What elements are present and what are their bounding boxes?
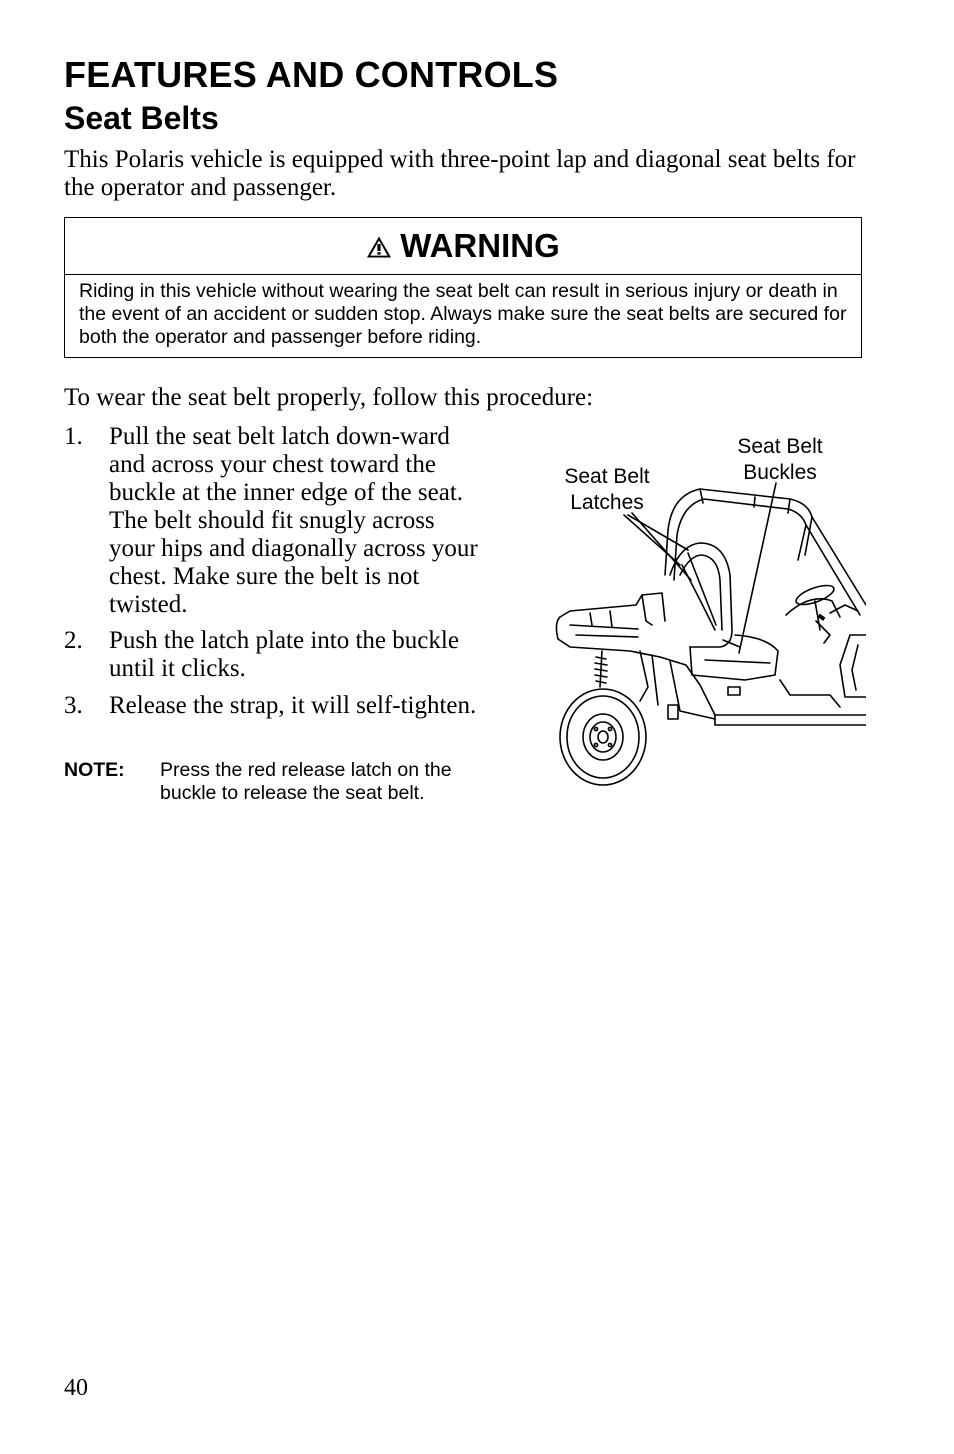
- note: [64, 759, 484, 805]
- warning-label: WARNING: [400, 227, 560, 264]
- note-text: Press the red release latch on the buckle to release the seat belt.: [160, 759, 452, 804]
- section-title: FEATURES AND CONTROLS: [64, 54, 559, 95]
- warning-text: Riding in this vehicle without wearing the seat belt can result in serious injury or death in the event of an accident or sudden stop. Always make sure the seat belts are secured for both the operator and passenger before riding.: [79, 280, 847, 348]
- step-text: Pull the seat belt latch down-ward and across your chest toward the buckle at the inner edge of the seat. The belt should fit snugly across your hips and diagonally across your chest. Make sure the belt is not twisted.: [109, 423, 478, 618]
- callout-buckles-line2: Buckles: [743, 461, 817, 484]
- callout-latches-line1: Seat Belt: [564, 465, 650, 488]
- note-label: NOTE:: [64, 759, 125, 781]
- subsection-title: Seat Belts: [64, 100, 219, 136]
- step-number: 1.: [64, 423, 83, 450]
- step-text: Push the latch plate into the buckle until it clicks.: [109, 627, 459, 682]
- step-text: Release the strap, it will self-tighten.: [109, 692, 477, 719]
- procedure-step: [64, 692, 484, 720]
- warning-triangle-icon: [366, 235, 392, 259]
- vehicle-line-art: [556, 483, 866, 785]
- warning-header: [65, 218, 861, 275]
- step-number: 3.: [64, 692, 83, 719]
- procedure-intro: To wear the seat belt properly, follow this procedure:: [64, 384, 594, 411]
- procedure-step: [64, 423, 484, 619]
- callout-latches-line2: Latches: [570, 491, 644, 514]
- procedure-step: [64, 627, 484, 683]
- step-number: 2.: [64, 627, 83, 654]
- vehicle-seat-belt-illustration: [540, 425, 866, 790]
- callout-buckles-line1: Seat Belt: [737, 435, 823, 458]
- page-number: 40: [64, 1375, 88, 1401]
- warning-box: [64, 217, 862, 358]
- intro-paragraph: This Polaris vehicle is equipped with three-point lap and diagonal seat belts for the operator and passenger.: [64, 146, 856, 201]
